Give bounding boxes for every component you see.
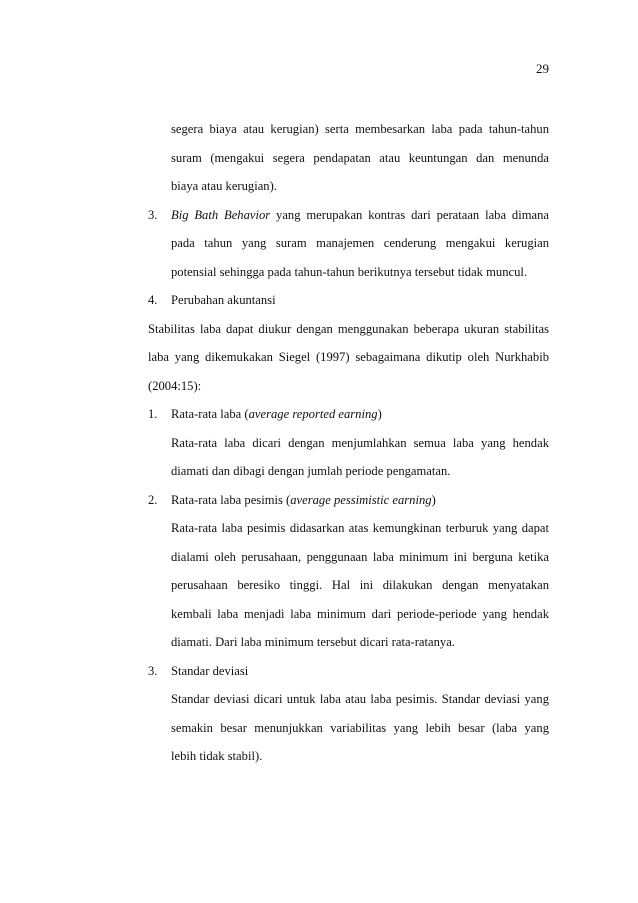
text-line: lebih tidak stabil). bbox=[171, 749, 263, 763]
text-fragment: ) bbox=[377, 407, 382, 421]
text-line: kembali laba menjadi laba minimum dari periode-periode yang hendak bbox=[171, 606, 549, 621]
text-line: perusahaan beresiko tinggi. Hal ini dilakukan dengan menyatakan bbox=[171, 578, 549, 592]
text-line: suram (mengakui segera pendapatan atau keuntungan dan menunda bbox=[171, 150, 549, 165]
measure-item-1 bbox=[148, 405, 549, 434]
text-line: pada tahun yang suram manajemen cenderung mengakui kerugian bbox=[171, 236, 549, 250]
list-number: 3. bbox=[148, 207, 158, 222]
list-number: 3. bbox=[148, 663, 158, 678]
page-body bbox=[148, 120, 549, 776]
list-item-label: Perubahan akuntansi bbox=[171, 293, 276, 307]
text-line: Stabilitas laba dapat diukur dengan menggunakan beberapa ukuran stabilitas bbox=[148, 321, 549, 336]
text-line: diamati. Dari laba minimum tersebut dicari rata-ratanya. bbox=[171, 635, 455, 649]
list-item-4 bbox=[148, 291, 549, 320]
list-item-3 bbox=[148, 206, 549, 235]
list-number: 4. bbox=[148, 293, 158, 307]
measure-item-2 bbox=[148, 491, 549, 520]
italic-term: average reported earning bbox=[248, 407, 378, 421]
measure-item-3 bbox=[148, 662, 549, 691]
text-line: (2004:15): bbox=[148, 378, 202, 393]
text-line: potensial sehingga pada tahun-tahun berikutnya tersebut tidak muncul. bbox=[171, 264, 528, 279]
text-line: segera biaya atau kerugian) serta membesarkan laba pada tahun-tahun bbox=[171, 122, 549, 136]
text-line: Rata-rata laba dicari dengan menjumlahkan semua laba yang hendak bbox=[171, 435, 549, 450]
text-fragment: Rata-rata laba pesimis ( bbox=[171, 492, 291, 507]
text-fragment: ) bbox=[431, 492, 436, 507]
italic-term: average pessimistic earning bbox=[290, 492, 432, 507]
list-number: 2. bbox=[148, 492, 158, 507]
text-line: semakin besar menunjukkan variabilitas yang lebih besar (laba yang bbox=[171, 720, 549, 735]
text-fragment: Rata-rata laba ( bbox=[171, 407, 249, 421]
text-line: dialami oleh perusahaan, penggunaan laba minimum ini berguna ketika bbox=[171, 549, 549, 564]
text-line: Rata-rata laba pesimis didasarkan atas kemungkinan terburuk yang dapat bbox=[171, 521, 549, 535]
text-fragment: yang merupakan kontras dari perataan laba dimana bbox=[270, 207, 549, 222]
page-number: 29 bbox=[536, 61, 549, 76]
text-line: laba yang dikemukakan Siegel (1997) sebagaimana dikutip oleh Nurkhabib bbox=[148, 350, 549, 364]
text-line: biaya atau kerugian). bbox=[171, 179, 277, 193]
italic-term: Big Bath Behavior bbox=[171, 207, 271, 222]
text-line: diamati dan dibagi dengan jumlah periode pengamatan. bbox=[171, 464, 451, 478]
text-line: Standar deviasi dicari untuk laba atau laba pesimis. Standar deviasi yang bbox=[171, 692, 549, 706]
list-item-label: Standar deviasi bbox=[171, 663, 249, 678]
list-number: 1. bbox=[148, 407, 158, 421]
